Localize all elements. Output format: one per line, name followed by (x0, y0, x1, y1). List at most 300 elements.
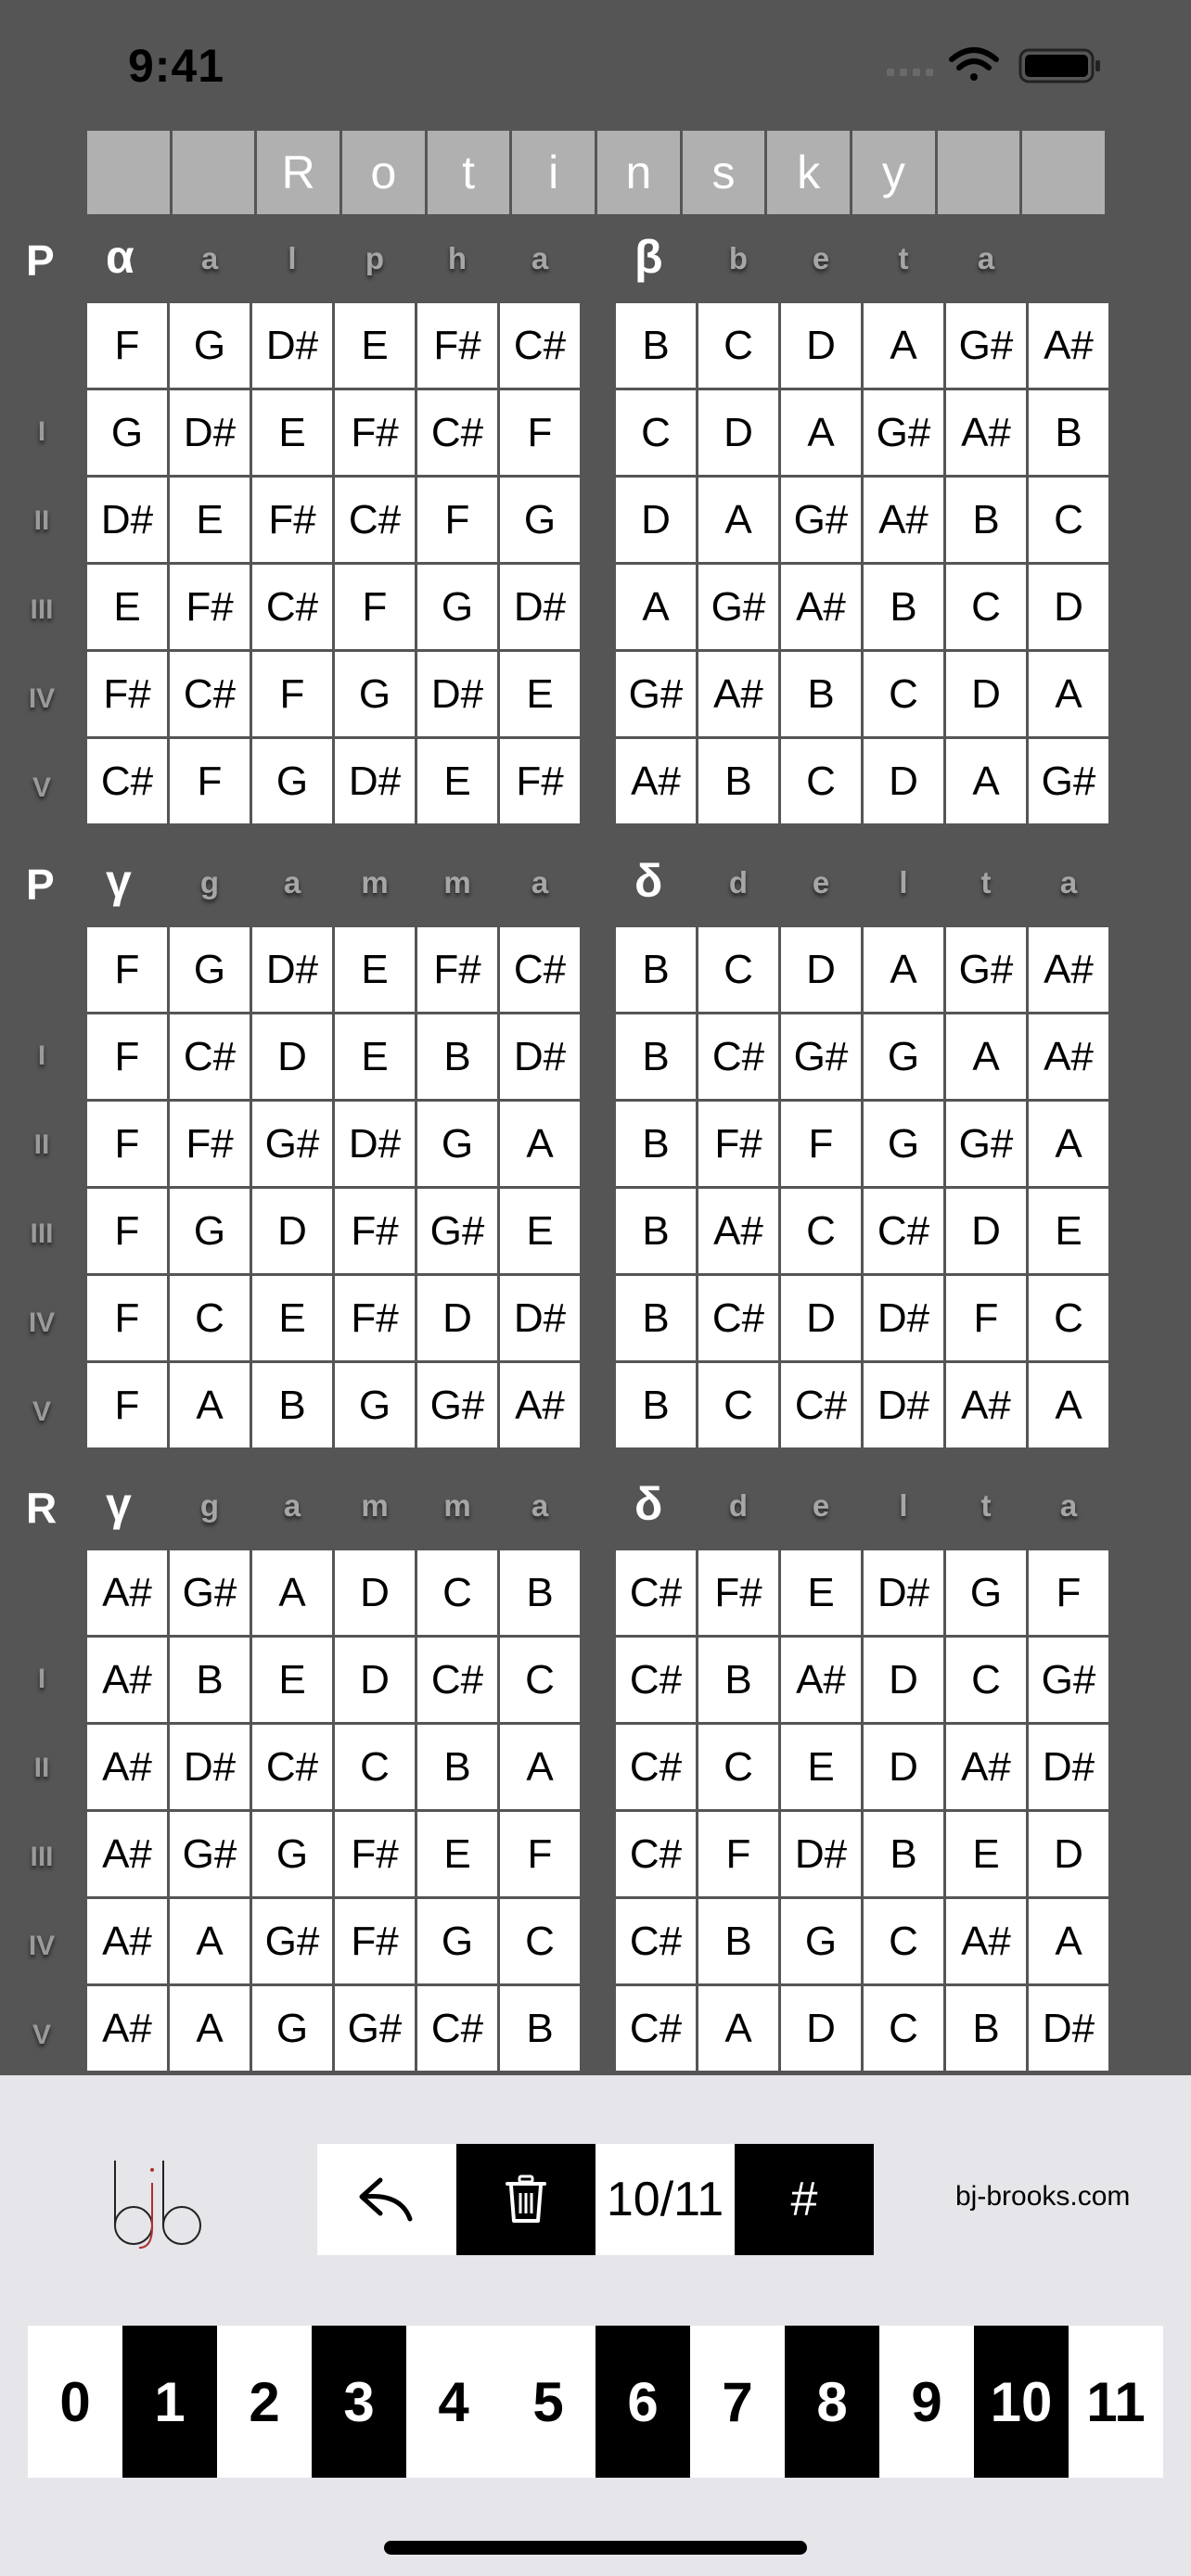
matrix-name-letter: a (531, 1488, 549, 1523)
note-cell[interactable]: D# (335, 739, 415, 823)
note-cell[interactable]: C# (616, 1986, 696, 2071)
note-cell[interactable]: B (252, 1363, 332, 1447)
row-counter: 10/11 (596, 2144, 735, 2255)
note-cell[interactable]: A (864, 927, 943, 1012)
note-cell[interactable]: E (781, 1725, 861, 1809)
note-cell[interactable]: B (616, 303, 696, 388)
note-cell[interactable]: F (87, 1014, 167, 1099)
note-cell[interactable]: C# (616, 1550, 696, 1635)
note-cell[interactable]: E (1029, 1189, 1108, 1273)
note-cell[interactable]: C# (616, 1638, 696, 1722)
note-cell[interactable]: D# (87, 478, 167, 562)
note-cell[interactable]: C# (616, 1899, 696, 1983)
note-cell[interactable]: G (417, 565, 497, 649)
note-cell[interactable]: A# (87, 1812, 167, 1896)
undo-arrow-icon (358, 2176, 416, 2223)
note-cell[interactable]: A (946, 1014, 1026, 1099)
note-cell[interactable]: B (698, 739, 778, 823)
note-cell[interactable]: A (1029, 1102, 1108, 1186)
note-cell[interactable]: C# (252, 1725, 332, 1809)
matrix-name-letter: h (447, 241, 467, 275)
note-cell[interactable]: D# (170, 1725, 250, 1809)
matrix-name-letter: g (199, 865, 220, 899)
matrix-name-letter: g (199, 1488, 220, 1523)
pitch-key-9[interactable]: 9 (879, 2326, 974, 2478)
note-cell[interactable]: C (864, 652, 943, 736)
note-cell[interactable]: D (946, 1189, 1026, 1273)
pitch-key-1[interactable]: 1 (122, 2326, 217, 2478)
note-cell[interactable]: C# (500, 303, 580, 388)
note-cell[interactable]: D# (500, 565, 580, 649)
matrix-name-letter: b (728, 241, 749, 275)
note-cell[interactable]: C (417, 1550, 497, 1635)
note-cell[interactable]: D (252, 1189, 332, 1273)
matrix-name-letter: e (812, 865, 830, 899)
matrix-name-letter: m (443, 1488, 471, 1523)
note-cell[interactable]: C (170, 1276, 250, 1360)
note-cell[interactable]: C (864, 1986, 943, 2071)
note-cell[interactable]: C# (698, 1014, 778, 1099)
note-cell[interactable]: G# (417, 1363, 497, 1447)
note-cell[interactable]: G (335, 652, 415, 736)
note-matrix-left (87, 1550, 580, 2071)
note-cell[interactable]: F (87, 927, 167, 1012)
note-cell[interactable]: F# (335, 1899, 415, 1983)
section-letter: R (26, 1484, 58, 1532)
matrix-name-letter: l (288, 241, 297, 275)
note-cell[interactable]: A# (87, 1638, 167, 1722)
note-cell[interactable]: C# (864, 1189, 943, 1273)
section-letter: P (26, 861, 55, 909)
note-cell[interactable]: D# (1029, 1725, 1108, 1809)
note-cell[interactable]: D (1029, 565, 1108, 649)
note-cell[interactable]: G (417, 1899, 497, 1983)
note-cell[interactable]: C# (252, 565, 332, 649)
matrix-name-letter: t (980, 865, 992, 899)
note-cell[interactable]: E (417, 739, 497, 823)
matrix-name-letter: d (728, 1488, 749, 1523)
note-cell[interactable]: B (864, 565, 943, 649)
note-cell[interactable]: D (335, 1638, 415, 1722)
note-cell[interactable]: F# (87, 652, 167, 736)
note-cell[interactable]: A# (698, 1189, 778, 1273)
note-cell[interactable]: A (781, 390, 861, 475)
note-cell[interactable]: E (252, 1638, 332, 1722)
note-cell[interactable]: C# (335, 478, 415, 562)
matrix-name-letter: l (899, 865, 908, 899)
note-cell[interactable]: G (252, 1986, 332, 2071)
note-cell[interactable]: A# (87, 1899, 167, 1983)
note-cell[interactable]: A# (864, 478, 943, 562)
note-cell[interactable]: G (252, 1812, 332, 1896)
title-cell: k (767, 131, 850, 214)
matrix-name-letter: a (283, 1488, 301, 1523)
note-cell[interactable]: A (1029, 1363, 1108, 1447)
note-cell[interactable]: G (781, 1899, 861, 1983)
note-cell[interactable]: G# (864, 390, 943, 475)
note-cell[interactable]: G# (1029, 739, 1108, 823)
note-cell[interactable]: A# (1029, 303, 1108, 388)
note-cell[interactable]: G# (946, 1102, 1026, 1186)
note-cell[interactable]: G (335, 1363, 415, 1447)
note-cell[interactable]: A# (946, 390, 1026, 475)
note-cell[interactable]: F# (417, 303, 497, 388)
title-cell (1022, 131, 1105, 214)
note-cell[interactable]: C (864, 1899, 943, 1983)
note-cell[interactable]: F (87, 303, 167, 388)
pitch-key-4[interactable]: 4 (406, 2326, 501, 2478)
note-cell[interactable]: G# (781, 478, 861, 562)
note-cell[interactable]: D (698, 390, 778, 475)
note-cell[interactable]: F# (252, 478, 332, 562)
pitch-class-keypad (28, 2326, 1163, 2478)
note-cell[interactable]: A# (616, 739, 696, 823)
pitch-key-8[interactable]: 8 (785, 2326, 879, 2478)
pitch-key-11[interactable]: 11 (1069, 2326, 1163, 2478)
note-cell[interactable]: E (781, 1550, 861, 1635)
note-cell[interactable]: F (87, 1102, 167, 1186)
note-cell[interactable]: F (335, 565, 415, 649)
note-cell[interactable]: E (335, 303, 415, 388)
note-cell[interactable]: A (500, 1102, 580, 1186)
note-cell[interactable]: B (170, 1638, 250, 1722)
note-cell[interactable]: G (946, 1550, 1026, 1635)
note-cell[interactable]: D# (500, 1014, 580, 1099)
note-cell[interactable]: A (698, 478, 778, 562)
matrix-greek-symbol: γ (106, 1478, 132, 1530)
note-cell[interactable]: A (170, 1899, 250, 1983)
matrix-name-letter: a (531, 865, 549, 899)
pitch-key-0[interactable]: 0 (28, 2326, 122, 2478)
note-cell[interactable]: D (946, 652, 1026, 736)
note-cell[interactable]: A# (781, 565, 861, 649)
note-matrix-right (616, 927, 1108, 1447)
note-cell[interactable]: F# (170, 1102, 250, 1186)
note-cell[interactable]: A# (87, 1550, 167, 1635)
note-cell[interactable]: E (170, 478, 250, 562)
title-row (87, 131, 1105, 214)
note-cell[interactable]: A (698, 1986, 778, 2071)
status-time: 9:41 (128, 40, 225, 92)
note-cell[interactable]: G (170, 927, 250, 1012)
bjb-logo-icon[interactable] (102, 2151, 204, 2253)
note-cell[interactable]: A# (946, 1725, 1026, 1809)
matrix-greek-symbol: α (106, 231, 134, 283)
note-cell[interactable]: F (417, 478, 497, 562)
note-cell[interactable]: D# (1029, 1986, 1108, 2071)
note-cell[interactable]: D (781, 303, 861, 388)
matrix-name-letter: m (361, 1488, 389, 1523)
note-cell[interactable]: C (1029, 1276, 1108, 1360)
note-cell[interactable]: B (616, 927, 696, 1012)
battery-icon (1020, 50, 1100, 82)
delete-button[interactable] (456, 2144, 596, 2255)
note-cell[interactable]: G (170, 303, 250, 388)
note-cell[interactable]: C (781, 1189, 861, 1273)
note-cell[interactable]: B (698, 1638, 778, 1722)
note-cell[interactable]: G# (946, 303, 1026, 388)
note-cell[interactable]: D (252, 1014, 332, 1099)
note-cell[interactable]: A# (87, 1725, 167, 1809)
note-cell[interactable]: F# (170, 565, 250, 649)
note-cell[interactable]: G (87, 390, 167, 475)
row-label: IV (28, 1931, 56, 1961)
note-cell[interactable]: E (946, 1812, 1026, 1896)
note-cell[interactable]: D (781, 1276, 861, 1360)
note-cell[interactable]: B (698, 1899, 778, 1983)
note-cell[interactable]: C (781, 739, 861, 823)
note-cell[interactable]: F# (335, 390, 415, 475)
row-label: III (30, 1842, 54, 1872)
note-cell[interactable]: F (87, 1189, 167, 1273)
title-cell: i (512, 131, 595, 214)
note-cell[interactable]: A (1029, 652, 1108, 736)
matrix-name-letter: m (361, 865, 389, 899)
note-cell[interactable]: B (500, 1986, 580, 2071)
row-label: I (37, 1040, 46, 1071)
note-cell[interactable]: A (946, 739, 1026, 823)
note-cell[interactable]: D# (335, 1102, 415, 1186)
note-cell[interactable]: B (781, 652, 861, 736)
note-cell[interactable]: E (417, 1812, 497, 1896)
note-cell[interactable]: F (252, 652, 332, 736)
note-cell[interactable]: A# (946, 1363, 1026, 1447)
note-cell[interactable]: B (946, 478, 1026, 562)
matrix-name-letter: a (531, 241, 549, 275)
note-cell[interactable]: F# (335, 1812, 415, 1896)
note-cell[interactable]: F (500, 390, 580, 475)
note-cell[interactable]: G# (616, 652, 696, 736)
row-label: IV (28, 1307, 56, 1338)
note-cell[interactable]: C (698, 1363, 778, 1447)
row-label: II (33, 505, 50, 536)
matrix-name-letter: t (980, 1488, 992, 1523)
note-matrix-right (616, 303, 1108, 823)
note-cell[interactable]: C (698, 927, 778, 1012)
note-cell[interactable]: A (170, 1986, 250, 2071)
note-cell[interactable]: F# (698, 1102, 778, 1186)
note-cell[interactable]: E (335, 1014, 415, 1099)
note-cell[interactable]: B (417, 1014, 497, 1099)
pitch-key-5[interactable]: 5 (501, 2326, 596, 2478)
note-cell[interactable]: F (170, 739, 250, 823)
matrix-name-letter: a (200, 241, 219, 275)
note-cell[interactable]: D# (252, 927, 332, 1012)
wifi-icon (952, 50, 996, 81)
matrix-name-letter: l (899, 1488, 908, 1523)
note-cell[interactable]: C# (500, 927, 580, 1012)
note-cell[interactable]: A# (1029, 927, 1108, 1012)
row-label: I (37, 1664, 46, 1694)
trash-icon (505, 2174, 547, 2225)
note-cell[interactable]: C# (616, 1725, 696, 1809)
matrix-name-letter: m (443, 865, 471, 899)
note-cell[interactable]: B (500, 1550, 580, 1635)
note-cell[interactable]: D# (417, 652, 497, 736)
note-cell[interactable]: E (335, 927, 415, 1012)
row-label: V (32, 2020, 51, 2050)
note-cell[interactable]: C# (616, 1812, 696, 1896)
cellular-signal-icon (887, 69, 933, 76)
note-cell[interactable]: D# (500, 1276, 580, 1360)
note-cell[interactable]: G# (252, 1899, 332, 1983)
note-cell[interactable]: G# (698, 565, 778, 649)
note-cell[interactable]: C (698, 1725, 778, 1809)
sharp-toggle-button[interactable]: # (735, 2144, 874, 2255)
row-label: IV (28, 683, 56, 714)
pitch-key-7[interactable]: 7 (690, 2326, 785, 2478)
note-cell[interactable]: C# (698, 1276, 778, 1360)
note-cell[interactable]: F (946, 1276, 1026, 1360)
note-cell[interactable]: D# (864, 1550, 943, 1635)
note-cell[interactable]: C (616, 390, 696, 475)
note-cell[interactable]: D# (864, 1363, 943, 1447)
note-cell[interactable]: G (170, 1189, 250, 1273)
note-cell[interactable]: C (946, 565, 1026, 649)
note-cell[interactable]: D (335, 1550, 415, 1635)
note-cell[interactable]: C (698, 303, 778, 388)
row-label: V (32, 1396, 51, 1427)
note-cell[interactable]: A (1029, 1899, 1108, 1983)
note-cell[interactable]: A (864, 303, 943, 388)
note-cell[interactable]: D# (781, 1812, 861, 1896)
note-cell[interactable]: A (170, 1363, 250, 1447)
note-cell[interactable]: A# (946, 1899, 1026, 1983)
note-cell[interactable]: E (87, 565, 167, 649)
note-cell[interactable]: A# (781, 1638, 861, 1722)
note-cell[interactable]: A (616, 565, 696, 649)
note-cell[interactable]: G (864, 1014, 943, 1099)
note-cell[interactable]: G (252, 739, 332, 823)
row-label: III (30, 594, 54, 625)
status-icons (881, 45, 1113, 87)
pitch-key-3[interactable]: 3 (312, 2326, 406, 2478)
matrix-name-letter: d (728, 865, 749, 899)
note-cell[interactable]: D (864, 1725, 943, 1809)
note-cell[interactable]: F# (335, 1276, 415, 1360)
note-cell[interactable]: G# (1029, 1638, 1108, 1722)
toolbar (317, 2144, 874, 2255)
note-matrix-right (616, 1550, 1108, 2071)
note-cell[interactable]: A# (698, 652, 778, 736)
note-cell[interactable]: B (417, 1725, 497, 1809)
note-cell[interactable]: B (946, 1986, 1026, 2071)
note-cell[interactable]: F# (698, 1550, 778, 1635)
note-cell[interactable]: C (500, 1899, 580, 1983)
note-cell[interactable]: G# (252, 1102, 332, 1186)
note-cell[interactable]: C (1029, 478, 1108, 562)
note-cell[interactable]: B (616, 1363, 696, 1447)
note-cell[interactable]: B (616, 1014, 696, 1099)
note-cell[interactable]: G# (170, 1812, 250, 1896)
note-cell[interactable]: F# (335, 1189, 415, 1273)
note-cell[interactable]: D (616, 478, 696, 562)
title-cell: n (597, 131, 680, 214)
note-matrix-left (87, 303, 580, 823)
note-cell[interactable]: A (252, 1550, 332, 1635)
matrix-name-letter: t (898, 241, 909, 275)
note-cell[interactable]: G (500, 478, 580, 562)
note-cell[interactable]: C# (170, 652, 250, 736)
note-cell[interactable]: E (500, 1189, 580, 1273)
note-cell[interactable]: C# (170, 1014, 250, 1099)
pitch-key-2[interactable]: 2 (217, 2326, 312, 2478)
note-cell[interactable]: G# (781, 1014, 861, 1099)
note-cell[interactable]: C# (87, 739, 167, 823)
note-cell[interactable]: D (1029, 1812, 1108, 1896)
note-cell[interactable]: F (698, 1812, 778, 1896)
matrix-name-letter: a (977, 241, 995, 275)
note-cell[interactable]: B (616, 1189, 696, 1273)
matrix-name-letter: a (283, 865, 301, 899)
note-cell[interactable]: G# (170, 1550, 250, 1635)
note-cell[interactable]: E (500, 652, 580, 736)
matrix-greek-symbol: γ (106, 855, 132, 907)
matrix-name-letter: p (365, 241, 385, 275)
note-cell[interactable]: F (87, 1276, 167, 1360)
note-cell[interactable]: G (864, 1102, 943, 1186)
note-cell[interactable]: D (864, 739, 943, 823)
note-cell[interactable]: E (252, 1276, 332, 1360)
note-cell[interactable]: F (1029, 1550, 1108, 1635)
note-cell[interactable]: D (864, 1638, 943, 1722)
note-cell[interactable]: B (1029, 390, 1108, 475)
note-cell[interactable]: E (252, 390, 332, 475)
note-cell[interactable]: G# (335, 1986, 415, 2071)
note-cell[interactable]: G (417, 1102, 497, 1186)
note-cell[interactable]: A# (1029, 1014, 1108, 1099)
note-cell[interactable]: B (864, 1812, 943, 1896)
matrix-name-letter: a (1059, 865, 1078, 899)
title-cell: y (852, 131, 935, 214)
note-cell[interactable]: B (616, 1102, 696, 1186)
note-cell[interactable]: B (616, 1276, 696, 1360)
note-cell[interactable]: A# (500, 1363, 580, 1447)
note-cell[interactable]: C# (417, 1638, 497, 1722)
website-link[interactable]: bj-brooks.com (955, 2181, 1131, 2212)
note-cell[interactable]: D (781, 1986, 861, 2071)
note-cell[interactable]: F (781, 1102, 861, 1186)
note-cell[interactable]: C (500, 1638, 580, 1722)
note-cell[interactable]: D (417, 1276, 497, 1360)
note-cell[interactable]: C# (417, 1986, 497, 2071)
note-cell[interactable]: A# (87, 1986, 167, 2071)
pitch-key-6[interactable]: 6 (596, 2326, 690, 2478)
note-cell[interactable]: F# (417, 927, 497, 1012)
note-cell[interactable]: D (781, 927, 861, 1012)
note-cell[interactable]: F (87, 1363, 167, 1447)
matrix-name-letter: e (812, 241, 830, 275)
row-label: II (33, 1129, 50, 1160)
note-cell[interactable]: D# (170, 390, 250, 475)
note-cell[interactable]: C# (417, 390, 497, 475)
note-cell[interactable]: G# (417, 1189, 497, 1273)
note-cell[interactable]: F (500, 1812, 580, 1896)
home-indicator[interactable] (384, 2541, 807, 2555)
row-label: I (37, 416, 46, 447)
matrix-greek-symbol: δ (634, 855, 663, 907)
note-cell[interactable]: D# (864, 1276, 943, 1360)
note-cell[interactable]: G# (946, 927, 1026, 1012)
note-cell[interactable]: C (946, 1638, 1026, 1722)
note-cell[interactable]: A (500, 1725, 580, 1809)
note-cell[interactable]: F# (500, 739, 580, 823)
note-cell[interactable]: D# (252, 303, 332, 388)
note-cell[interactable]: C# (781, 1363, 861, 1447)
undo-button[interactable] (317, 2144, 456, 2255)
note-cell[interactable]: C (335, 1725, 415, 1809)
pitch-key-10[interactable]: 10 (974, 2326, 1069, 2478)
